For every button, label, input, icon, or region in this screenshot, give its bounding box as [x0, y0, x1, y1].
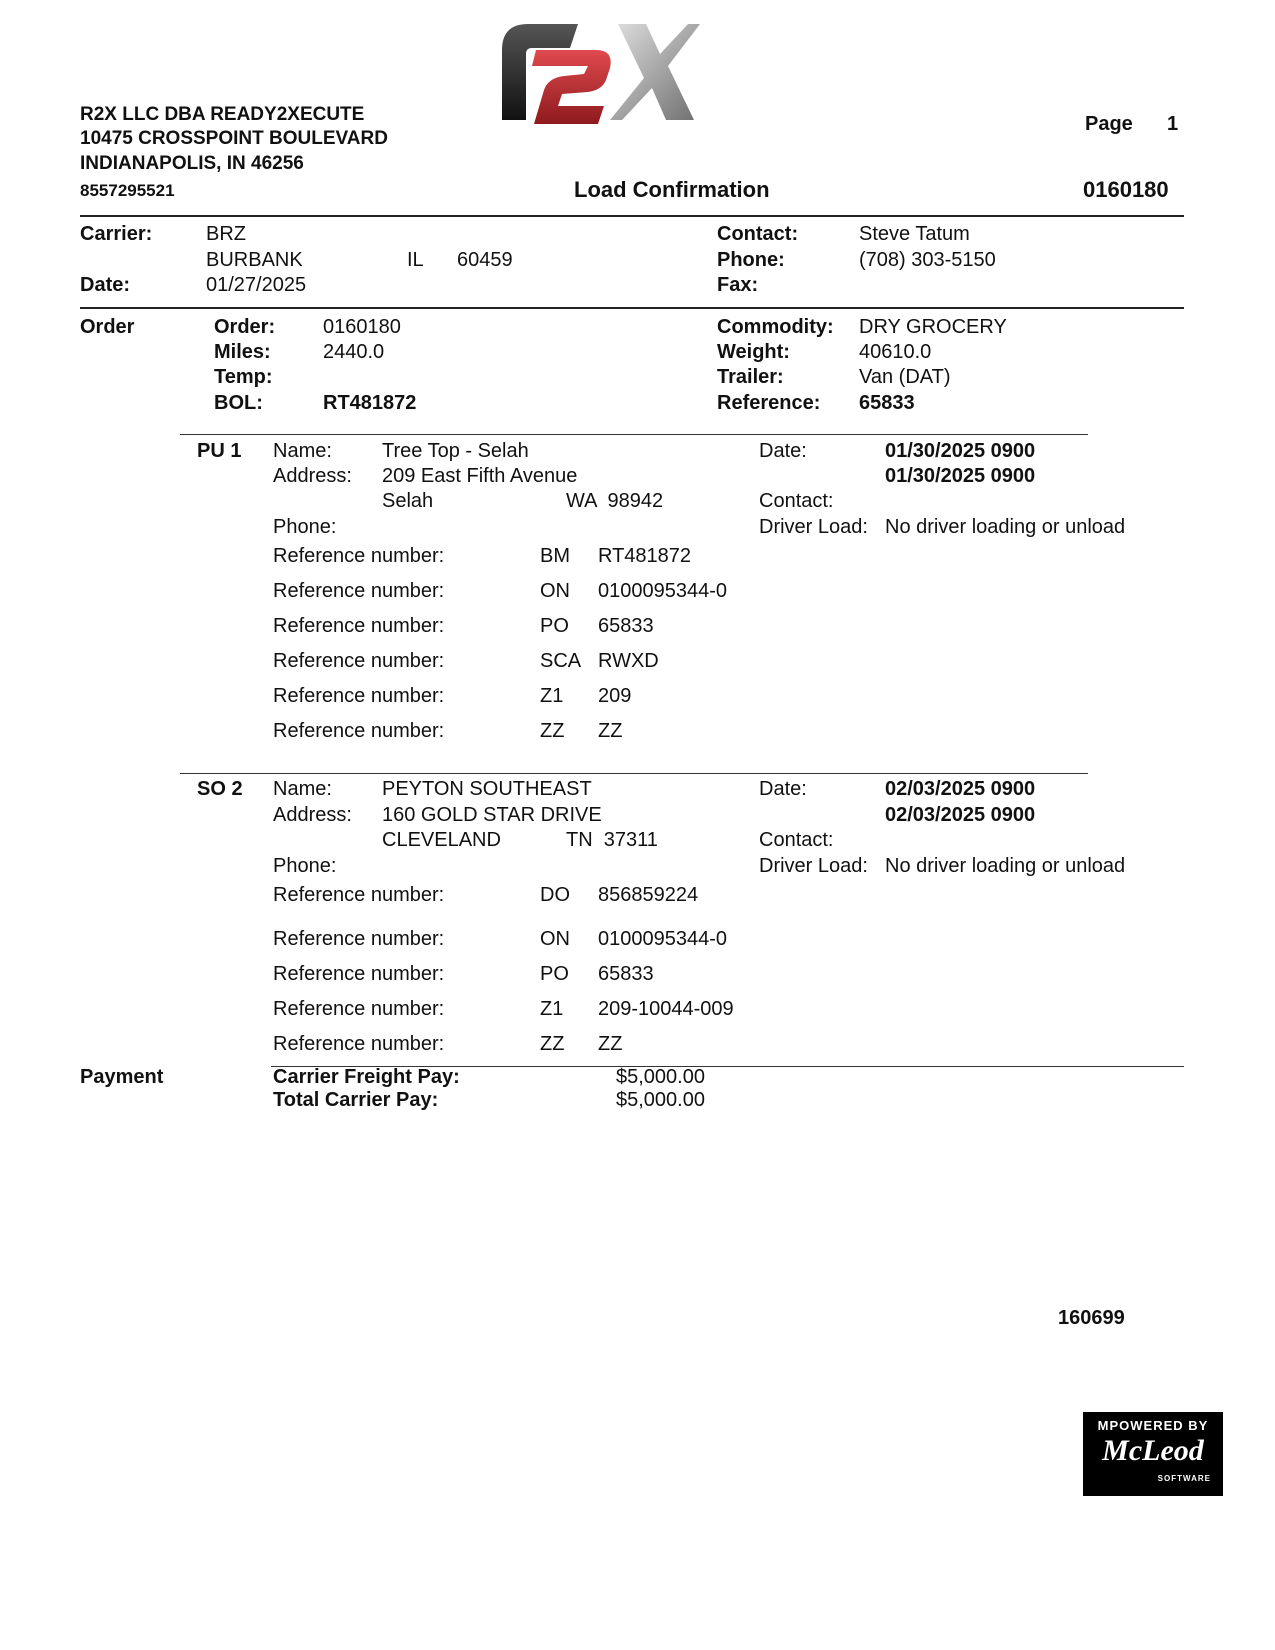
carrier-date: 01/27/2025 — [206, 274, 307, 296]
reference-type: PO — [540, 963, 569, 985]
reference-type: SCA — [540, 650, 582, 672]
reference-number-label: Reference number: — [273, 1033, 445, 1055]
stop-address: 209 East Fifth Avenue — [382, 465, 578, 487]
driver-load-label: Driver Load: — [759, 516, 868, 538]
carrier-zip: 60459 — [457, 249, 513, 271]
divider — [80, 307, 1184, 309]
reference-type: ON — [540, 928, 570, 950]
freight-pay-value: $5,000.00 — [616, 1066, 705, 1088]
reference-number-label: Reference number: — [273, 615, 445, 637]
carrier-name: BRZ — [206, 223, 246, 245]
reference-type: ZZ — [540, 1033, 565, 1055]
stop-date-early: 01/30/2025 0900 — [885, 440, 1036, 462]
company-address1: 10475 CROSSPOINT BOULEVARD — [80, 128, 388, 149]
reference-type: Z1 — [540, 685, 564, 707]
reference-value: RT481872 — [598, 545, 692, 567]
contact-label: Contact: — [759, 829, 834, 851]
reference-value: 65833 — [598, 963, 654, 985]
carrier-phone: (708) 303-5150 — [859, 249, 996, 271]
order-value: 0160180 — [323, 316, 401, 338]
page-title: Load Confirmation — [574, 177, 770, 202]
name-label: Name: — [273, 778, 332, 800]
reference-value: ZZ — [598, 1033, 623, 1055]
reference-value: 856859224 — [598, 884, 699, 906]
commodity-value: DRY GROCERY — [859, 316, 1007, 338]
reference-number-label: Reference number: — [273, 720, 445, 742]
total-pay-label: Total Carrier Pay: — [273, 1089, 439, 1111]
mcleod-logo — [1083, 1412, 1223, 1496]
phone-label: Phone: — [273, 516, 337, 538]
reference-type: ZZ — [540, 720, 565, 742]
temp-label: Temp: — [214, 366, 273, 388]
stop-city: Selah — [382, 490, 434, 512]
phone-label: Phone: — [717, 249, 785, 271]
reference-value: 209 — [598, 685, 632, 707]
stop-city: CLEVELAND — [382, 829, 501, 851]
reference-number-label: Reference number: — [273, 928, 445, 950]
reference-number-label: Reference number: — [273, 545, 445, 567]
bol-value: RT481872 — [323, 392, 417, 414]
miles-value: 2440.0 — [323, 341, 385, 363]
divider — [80, 215, 1184, 217]
page-number: 1 — [1167, 113, 1179, 135]
phone-label: Phone: — [273, 855, 337, 877]
stop-address: 160 GOLD STAR DRIVE — [382, 804, 602, 826]
reference-type: ON — [540, 580, 570, 602]
weight-label: Weight: — [717, 341, 790, 363]
reference-number-label: Reference number: — [273, 580, 445, 602]
miles-label: Miles: — [214, 341, 271, 363]
reference-type: BM — [540, 545, 570, 567]
reference-value: RWXD — [598, 650, 659, 672]
document-number: 160699 — [1058, 1307, 1125, 1329]
carrier-contact: Steve Tatum — [859, 223, 970, 245]
reference-type: DO — [540, 884, 570, 906]
stop-state-zip: TN 37311 — [566, 829, 658, 851]
reference-value: 65833 — [859, 392, 915, 414]
reference-value: 65833 — [598, 615, 654, 637]
reference-type: Z1 — [540, 998, 564, 1020]
order-section-label: Order — [80, 316, 135, 338]
address-label: Address: — [273, 465, 352, 487]
order-label: Order: — [214, 316, 276, 338]
mcleod-sub: SOFTWARE — [1157, 1474, 1211, 1483]
freight-pay-label: Carrier Freight Pay: — [273, 1066, 460, 1088]
stop-date-late: 01/30/2025 0900 — [885, 465, 1036, 487]
r2x-logo — [500, 20, 700, 128]
trailer-value: Van (DAT) — [859, 366, 951, 388]
reference-number-label: Reference number: — [273, 884, 445, 906]
mcleod-brand: McLeod — [1102, 1434, 1204, 1467]
total-pay-value: $5,000.00 — [616, 1089, 705, 1111]
company-address2: INDIANAPOLIS, IN 46256 — [80, 153, 304, 174]
stop-divider — [180, 773, 1088, 774]
reference-number-label: Reference number: — [273, 685, 445, 707]
payment-section-label: Payment — [80, 1066, 164, 1088]
commodity-label: Commodity: — [717, 316, 834, 338]
stop-state-zip: WA 98942 — [566, 490, 664, 512]
reference-value: 0100095344-0 — [598, 928, 728, 950]
stop-date-early: 02/03/2025 0900 — [885, 778, 1036, 800]
date-label: Date: — [759, 778, 807, 800]
stop-code: SO 2 — [197, 778, 243, 800]
reference-label: Reference: — [717, 392, 821, 414]
contact-label: Contact: — [717, 223, 799, 245]
page-label: Page — [1085, 113, 1133, 135]
date-label: Date: — [759, 440, 807, 462]
reference-type: PO — [540, 615, 569, 637]
reference-number-label: Reference number: — [273, 963, 445, 985]
stop-date-late: 02/03/2025 0900 — [885, 804, 1036, 826]
mcleod-tagline: MPOWERED BY — [1097, 1418, 1209, 1433]
weight-value: 40610.0 — [859, 341, 932, 363]
carrier-label: Carrier: — [80, 223, 153, 245]
carrier-state: IL — [407, 249, 424, 271]
reference-number-label: Reference number: — [273, 998, 445, 1020]
company-phone: 8557295521 — [80, 181, 175, 200]
reference-value: 0100095344-0 — [598, 580, 728, 602]
reference-value: ZZ — [598, 720, 623, 742]
company-name: R2X LLC DBA READY2XECUTE — [80, 104, 365, 125]
stop-code: PU 1 — [197, 440, 242, 462]
stop-name: PEYTON SOUTHEAST — [382, 778, 592, 800]
carrier-city: BURBANK — [206, 249, 303, 271]
bol-label: BOL: — [214, 392, 263, 414]
driver-load-value: No driver loading or unload — [885, 855, 1126, 877]
reference-value: 209-10044-009 — [598, 998, 734, 1020]
fax-label: Fax: — [717, 274, 759, 296]
trailer-label: Trailer: — [717, 366, 784, 388]
stop-name: Tree Top - Selah — [382, 440, 529, 462]
driver-load-label: Driver Load: — [759, 855, 868, 877]
reference-number-label: Reference number: — [273, 650, 445, 672]
order-number-header: 0160180 — [1083, 177, 1169, 202]
stop-divider — [180, 434, 1088, 435]
contact-label: Contact: — [759, 490, 834, 512]
date-label: Date: — [80, 274, 131, 296]
address-label: Address: — [273, 804, 352, 826]
driver-load-value: No driver loading or unload — [885, 516, 1126, 538]
name-label: Name: — [273, 440, 332, 462]
